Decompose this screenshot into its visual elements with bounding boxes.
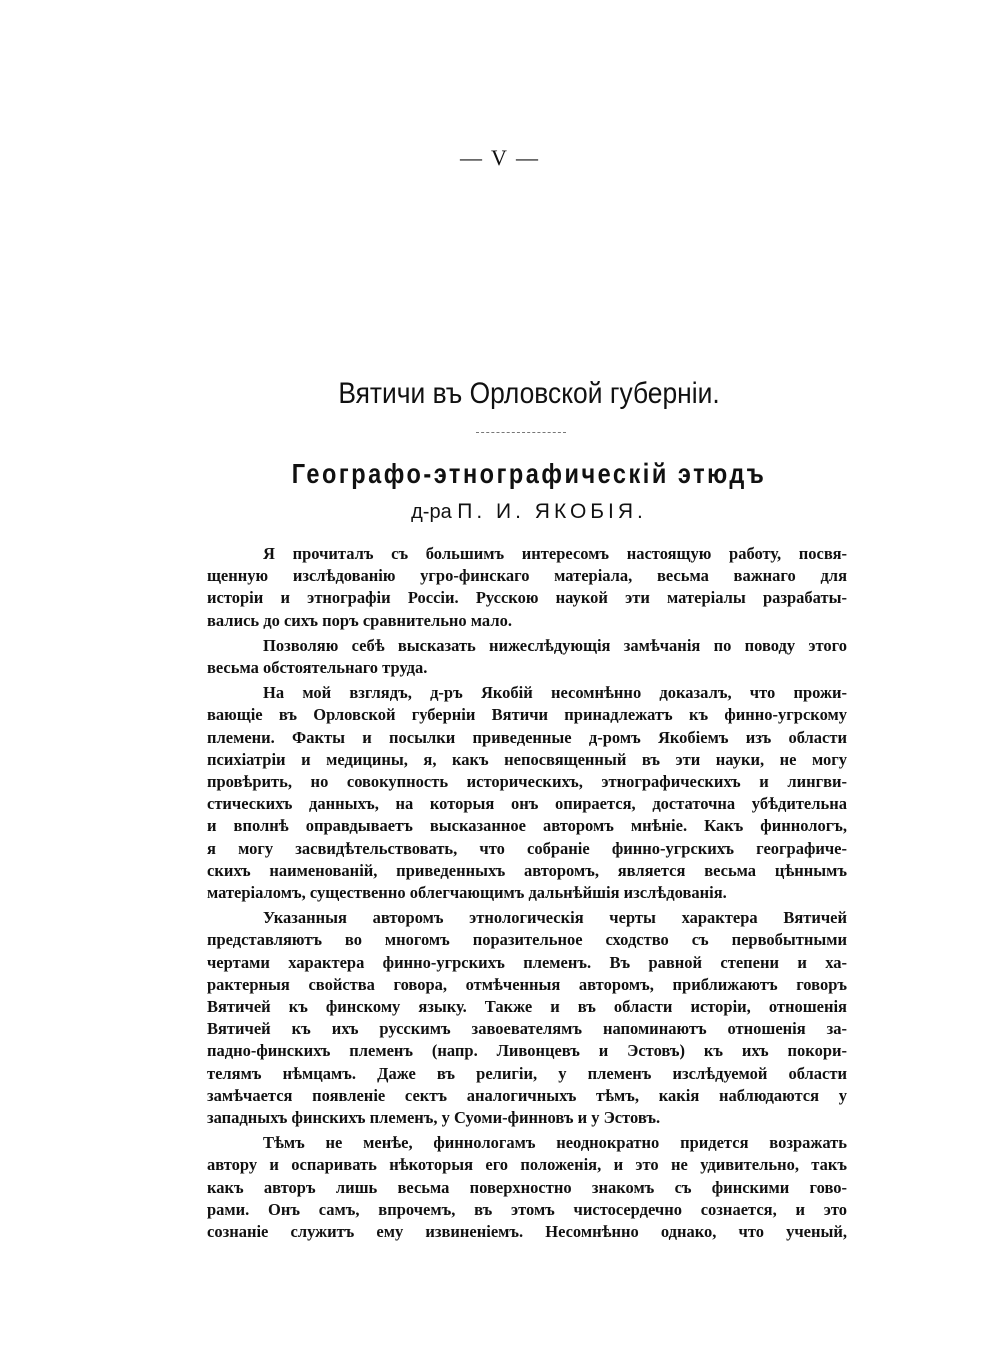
- author-prefix: д-ра: [411, 501, 452, 523]
- article-title: Вятичи въ Орловской губерніи.: [338, 377, 720, 410]
- paragraph: [207, 543, 847, 632]
- text-line: сознаніе служитъ ему извиненіемъ. Несомнѣнно однако, что ученый,: [207, 1222, 847, 1242]
- title-divider: [476, 432, 566, 433]
- text-line: чертами характера финно-угрскихъ племенъ. Въ равной степени и ха-: [207, 952, 847, 972]
- text-line: матеріаломъ, существенно облегчающимъ дальнѣйшія изслѣдованія.: [207, 883, 727, 903]
- text-line: Вятичей къ ихъ русскимъ завоевателямъ напоминаютъ отношенія за-: [207, 1019, 847, 1039]
- text-line: представляютъ во многомъ поразительное сходство съ первобытными: [207, 930, 847, 950]
- text-line: вающіе въ Орловской губерніи Вятичи принадлежатъ къ финно-угрскому: [207, 705, 847, 725]
- text-line: провѣрить, но совокупность историческихъ, этнографическихъ и лингви-: [207, 772, 847, 792]
- text-line: телямъ нѣмцамъ. Даже въ религіи, у племенъ изслѣдуемой области: [207, 1063, 847, 1083]
- text-line: рами. Онъ самъ, впрочемъ, въ этомъ чистосердечно сознается, и это: [207, 1199, 847, 1219]
- text-line: весьма обстоятельнаго труда.: [207, 658, 428, 678]
- article-subtitle: Географо-этнографическій этюдъ: [291, 458, 767, 489]
- paragraph: [207, 635, 847, 679]
- text-line: автору и оспаривать нѣкоторыя его положенія, и это не удивительно, такъ: [207, 1155, 847, 1175]
- paragraph: [207, 907, 847, 1129]
- text-line: замѣчается появленіе сектъ аналогичныхъ тѣмъ, какія наблюдаются у: [207, 1085, 847, 1105]
- text-line: я могу засвидѣтельствовать, что собраніе финно-угрскихъ географиче-: [207, 838, 847, 858]
- body-text: [207, 543, 847, 1246]
- page-number: — V —: [459, 145, 541, 170]
- author-line: [0, 500, 1000, 524]
- text-line: исторіи и этнографіи Россіи. Русскою наукой эти матеріалы разрабаты-: [207, 588, 847, 608]
- text-line: племени. Факты и посылки приведенные д-ромъ Якобіемъ изъ области: [207, 727, 847, 747]
- text-line: На мой взглядъ, д-ръ Якобій несомнѣнно доказалъ, что прожи-: [263, 683, 847, 703]
- text-line: Я прочиталъ съ большимъ интересомъ настоящую работу, посвя-: [263, 544, 847, 563]
- text-line: Позволяю себѣ высказать нижеслѣдующія замѣчанія по поводу этого: [263, 635, 847, 655]
- text-line: Указанныя авторомъ этнологическія черты характера Вятичей: [263, 908, 847, 928]
- text-line: Тѣмъ не менѣе, финнологамъ неоднократно придется возражать: [263, 1133, 847, 1153]
- paragraph: [207, 1132, 847, 1243]
- text-line: падно-финскихъ племенъ (напр. Ливонцевъ и Эстовъ) къ ихъ покори-: [207, 1041, 847, 1061]
- text-line: вались до сихъ поръ сравнительно мало.: [207, 610, 512, 630]
- paragraph: [207, 682, 847, 904]
- text-line: стическихъ данныхъ, на которыя онъ опирается, достаточна убѣдительна: [207, 794, 847, 814]
- text-line: западныхъ финскихъ племенъ, у Суоми-финновъ и у Эстовъ.: [207, 1108, 661, 1128]
- text-line: щенную изслѣдованію угро-финскаго матеріала, весьма важнаго для: [207, 566, 847, 586]
- text-line: рактерныя свойства говора, отмѣченныя авторомъ, приближаютъ говоръ: [207, 974, 847, 994]
- text-line: психіатріи и медицины, я, какъ непосвященный въ эти науки, не могу: [207, 749, 847, 769]
- author-name: П. И. ЯКОБІЯ.: [457, 500, 647, 523]
- text-line: какъ авторъ лишь весьма поверхностно знакомъ съ финскими гово-: [207, 1177, 847, 1197]
- text-line: Вятичей къ финскому языку. Также и въ области исторіи, отношенія: [207, 997, 847, 1017]
- text-line: и вполнѣ оправдываетъ высказанное авторомъ мнѣніе. Какъ финнологъ,: [207, 816, 847, 836]
- text-line: скихъ наименованій, приведенныхъ авторомъ, является весьма цѣннымъ: [207, 860, 847, 880]
